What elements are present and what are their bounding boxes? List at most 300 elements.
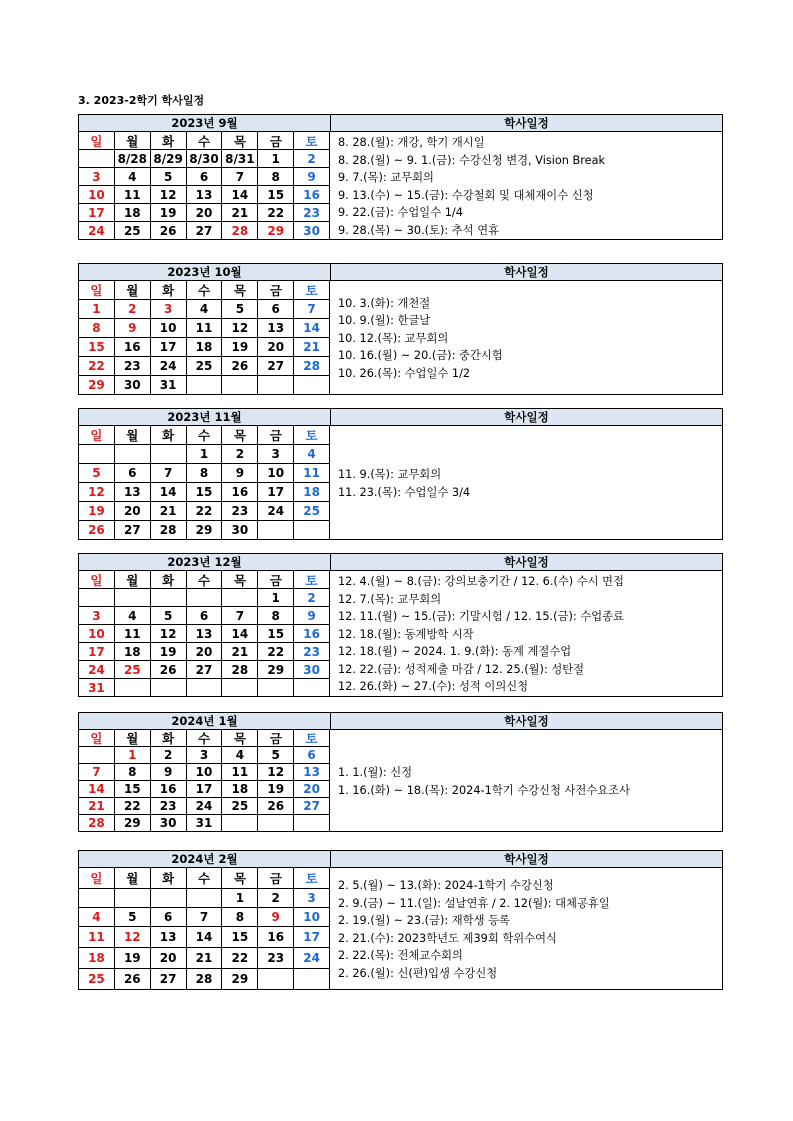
day-cell: 2 xyxy=(307,151,316,166)
weekday-header: 월 xyxy=(115,426,151,444)
day-cell: 10 xyxy=(79,625,115,642)
day-cell: 31 xyxy=(187,815,223,831)
week-row xyxy=(79,781,329,798)
day-cell: 27 xyxy=(187,222,223,239)
day-cell: 5 xyxy=(151,607,187,624)
event-item: 10. 12.(목): 교무회의 xyxy=(338,331,449,345)
day-cell: 4 xyxy=(115,607,151,624)
event-item: 9. 28.(목) ~ 30.(토): 추석 연휴 xyxy=(338,223,500,237)
day-cell: 16 xyxy=(115,338,151,356)
event-item: 10. 3.(화): 개천절 xyxy=(338,296,431,310)
weekday-header: 일 xyxy=(79,730,115,746)
event-item: 9. 13.(수) ~ 15.(금): 수강철회 및 대체재이수 신청 xyxy=(338,188,594,202)
day-cell: 28 xyxy=(222,661,258,678)
event-item: 2. 19.(월) ~ 23.(금): 재학생 등록 xyxy=(338,914,510,927)
day-cell: 15 xyxy=(258,625,294,642)
event-item: 11. 9.(목): 교무회의 xyxy=(338,468,442,481)
day-cell: 12 xyxy=(222,319,258,337)
day-cell: 3 xyxy=(151,300,187,318)
week-row xyxy=(79,908,329,927)
weekday-header: 토 xyxy=(305,572,318,588)
day-cell: 28 xyxy=(187,969,223,989)
day-cell xyxy=(151,445,187,463)
day-cell: 13 xyxy=(187,186,223,203)
day-cell: 12 xyxy=(258,764,294,780)
day-cell: 19 xyxy=(115,948,151,968)
month-title: 2023년 12월 xyxy=(79,554,331,570)
event-item: 2. 9.(금) ~ 11.(일): 설날연휴 / 2. 12(월): 대체공휴일 xyxy=(338,896,610,910)
weekday-header: 화 xyxy=(151,281,187,299)
event-item: 12. 11.(월) ~ 15.(금): 기말시험 / 12. 15.(금): 수업종료 xyxy=(338,610,624,623)
day-cell: 29 xyxy=(79,376,115,394)
day-cell: 27 xyxy=(258,357,294,375)
day-cell: 9 xyxy=(307,169,316,184)
weekday-header: 토 xyxy=(305,871,318,886)
day-cell: 13 xyxy=(115,483,151,501)
day-cell: 4 xyxy=(79,908,115,926)
weekday-header: 목 xyxy=(222,868,258,888)
day-cell: 22 xyxy=(258,643,294,660)
month-header xyxy=(79,851,722,868)
day-cell: 5 xyxy=(222,300,258,318)
weekday-header: 수 xyxy=(187,281,223,299)
day-cell: 4 xyxy=(115,168,151,185)
day-cell: 30 xyxy=(115,376,151,394)
day-cell: 13 xyxy=(151,927,187,947)
week-row xyxy=(79,150,329,168)
week-row xyxy=(79,661,329,679)
event-list xyxy=(330,426,722,539)
weekday-header: 일 xyxy=(79,281,115,299)
day-cell: 30 xyxy=(303,662,320,677)
day-cell: 14 xyxy=(222,186,258,203)
day-cell: 11 xyxy=(222,764,258,780)
week-row xyxy=(79,222,329,239)
event-item: 2. 5.(월) ~ 13.(화): 2024-1학기 수강신청 xyxy=(338,879,554,892)
event-item: 2. 21.(수): 2023학년도 제39회 학위수여식 xyxy=(338,931,557,945)
day-cell: 7 xyxy=(187,908,223,926)
day-cell: 25 xyxy=(115,661,151,678)
weekday-header: 목 xyxy=(222,426,258,444)
month-block xyxy=(78,850,723,990)
day-cell: 12 xyxy=(151,186,187,203)
day-cell xyxy=(187,679,223,696)
day-cell: 1 xyxy=(79,300,115,318)
day-cell: 20 xyxy=(187,204,223,221)
day-cell xyxy=(115,445,151,463)
day-cell: 6 xyxy=(187,168,223,185)
schedule-heading: 학사일정 xyxy=(504,265,549,279)
day-cell: 26 xyxy=(222,357,258,375)
day-cell: 17 xyxy=(303,930,320,944)
day-cell: 20 xyxy=(258,338,294,356)
day-cell xyxy=(222,376,258,394)
day-cell: 5 xyxy=(258,747,294,763)
day-cell: 21 xyxy=(222,643,258,660)
day-cell xyxy=(187,376,223,394)
day-cell: 17 xyxy=(79,204,115,221)
day-cell: 24 xyxy=(79,661,115,678)
weekday-header: 화 xyxy=(151,132,187,149)
weekday-header: 토 xyxy=(305,428,318,443)
event-list xyxy=(330,868,722,989)
day-cell: 29 xyxy=(258,661,294,678)
event-item: 10. 9.(월): 한글날 xyxy=(338,314,431,328)
day-cell: 18 xyxy=(187,338,223,356)
day-cell: 11 xyxy=(303,466,320,480)
weekday-header: 금 xyxy=(258,571,294,588)
day-cell: 19 xyxy=(258,781,294,797)
day-cell xyxy=(222,679,258,696)
month-header xyxy=(79,264,722,281)
day-cell xyxy=(258,679,294,696)
day-cell xyxy=(151,889,187,907)
day-cell xyxy=(79,150,115,167)
week-row xyxy=(79,679,329,696)
day-cell: 23 xyxy=(151,798,187,814)
month-block xyxy=(78,114,723,240)
day-cell: 26 xyxy=(151,661,187,678)
week-row xyxy=(79,889,329,908)
day-cell: 24 xyxy=(79,222,115,239)
day-cell: 23 xyxy=(258,948,294,968)
day-cell: 28 xyxy=(222,222,258,239)
day-cell: 3 xyxy=(307,891,316,905)
weekday-header: 금 xyxy=(258,132,294,149)
day-cell: 22 xyxy=(258,204,294,221)
day-cell: 9 xyxy=(222,464,258,482)
weekday-header: 수 xyxy=(187,132,223,149)
day-cell: 8 xyxy=(79,319,115,337)
day-cell: 19 xyxy=(222,338,258,356)
day-cell: 8/30 xyxy=(187,150,223,167)
day-cell: 23 xyxy=(222,502,258,520)
day-cell: 8/31 xyxy=(222,150,258,167)
day-cell xyxy=(294,521,329,539)
day-cell: 1 xyxy=(222,889,258,907)
day-cell: 28 xyxy=(79,815,115,831)
day-cell: 22 xyxy=(187,502,223,520)
day-cell: 15 xyxy=(79,338,115,356)
day-cell: 15 xyxy=(115,781,151,797)
day-cell: 10 xyxy=(258,464,294,482)
day-cell: 21 xyxy=(187,948,223,968)
week-row xyxy=(79,589,329,607)
day-cell: 8 xyxy=(258,168,294,185)
day-cell: 8 xyxy=(187,464,223,482)
week-row xyxy=(79,764,329,781)
day-cell xyxy=(294,679,329,696)
event-list xyxy=(330,571,722,696)
day-cell: 10 xyxy=(303,910,320,924)
month-block xyxy=(78,712,723,832)
day-cell: 29 xyxy=(187,521,223,539)
day-cell: 9 xyxy=(258,908,294,926)
day-cell xyxy=(187,889,223,907)
day-cell: 18 xyxy=(222,781,258,797)
day-cell xyxy=(222,815,258,831)
weekday-header: 토 xyxy=(305,731,318,746)
day-cell: 8 xyxy=(115,764,151,780)
week-row xyxy=(79,338,329,357)
week-row xyxy=(79,643,329,661)
day-cell: 17 xyxy=(151,338,187,356)
day-cell: 14 xyxy=(151,483,187,501)
event-item: 8. 28.(월) ~ 9. 1.(금): 수강신청 변경, Vision Break xyxy=(338,153,606,167)
weekday-header: 수 xyxy=(187,868,223,888)
day-cell xyxy=(115,889,151,907)
week-row xyxy=(79,464,329,483)
day-cell: 24 xyxy=(303,951,320,965)
month-calendar xyxy=(79,426,330,539)
day-cell: 14 xyxy=(222,625,258,642)
day-cell: 15 xyxy=(222,927,258,947)
event-list xyxy=(330,132,722,239)
schedule-heading: 학사일정 xyxy=(504,555,549,569)
day-cell: 22 xyxy=(115,798,151,814)
month-title: 2023년 10월 xyxy=(79,264,331,280)
day-cell: 18 xyxy=(79,948,115,968)
day-cell: 23 xyxy=(303,205,320,220)
day-cell: 31 xyxy=(79,679,115,696)
event-item: 12. 18.(월) ~ 2024. 1. 9.(화): 동계 계절수업 xyxy=(338,645,572,658)
day-cell xyxy=(151,679,187,696)
day-cell: 10 xyxy=(187,764,223,780)
day-cell: 5 xyxy=(79,464,115,482)
day-cell: 15 xyxy=(187,483,223,501)
weekday-header: 일 xyxy=(79,426,115,444)
day-cell: 2 xyxy=(258,889,294,907)
day-cell: 13 xyxy=(303,765,320,779)
day-cell: 6 xyxy=(258,300,294,318)
weekday-header: 화 xyxy=(151,426,187,444)
day-cell: 4 xyxy=(222,747,258,763)
day-cell: 7 xyxy=(222,607,258,624)
day-cell: 27 xyxy=(187,661,223,678)
day-cell: 4 xyxy=(187,300,223,318)
day-cell: 17 xyxy=(79,643,115,660)
day-cell: 18 xyxy=(303,485,320,499)
day-cell: 20 xyxy=(303,782,320,796)
day-cell: 16 xyxy=(303,626,320,641)
day-cell: 2 xyxy=(151,747,187,763)
day-cell: 23 xyxy=(115,357,151,375)
weekday-header: 금 xyxy=(258,426,294,444)
event-item: 1. 1.(월): 신정 xyxy=(338,766,413,779)
day-cell xyxy=(258,969,294,989)
weekday-header: 일 xyxy=(79,132,115,149)
day-cell: 24 xyxy=(258,502,294,520)
week-row xyxy=(79,815,329,831)
day-cell: 4 xyxy=(307,447,316,461)
weekday-header: 화 xyxy=(151,868,187,888)
event-item: 2. 22.(목): 전체교수회의 xyxy=(338,949,463,962)
month-title: 2023년 11월 xyxy=(79,409,331,425)
event-item: 10. 16.(월) ~ 20.(금): 중간시험 xyxy=(338,349,503,363)
day-cell: 20 xyxy=(187,643,223,660)
week-row xyxy=(79,927,329,948)
day-cell: 29 xyxy=(258,222,294,239)
day-cell: 19 xyxy=(151,643,187,660)
month-header xyxy=(79,409,722,426)
event-item: 10. 26.(목): 수업일수 1/2 xyxy=(338,366,471,380)
day-cell: 19 xyxy=(151,204,187,221)
day-cell: 17 xyxy=(258,483,294,501)
weekday-header: 목 xyxy=(222,730,258,746)
day-cell: 24 xyxy=(151,357,187,375)
event-item: 2. 26.(월): 신(편)입생 수강신청 xyxy=(338,966,498,980)
week-row xyxy=(79,357,329,376)
day-cell: 25 xyxy=(187,357,223,375)
schedule-heading: 학사일정 xyxy=(504,714,549,728)
day-cell xyxy=(115,589,151,606)
month-calendar xyxy=(79,132,330,239)
event-item: 9. 22.(금): 수업일수 1/4 xyxy=(338,206,463,219)
week-row xyxy=(79,607,329,625)
day-cell: 19 xyxy=(79,502,115,520)
weekday-header: 일 xyxy=(79,868,115,888)
month-calendar xyxy=(79,571,330,696)
day-cell: 12 xyxy=(151,625,187,642)
day-cell xyxy=(79,445,115,463)
weekday-header: 금 xyxy=(258,730,294,746)
day-cell: 14 xyxy=(79,781,115,797)
day-cell: 6 xyxy=(151,908,187,926)
day-cell: 7 xyxy=(79,764,115,780)
event-item: 12. 4.(월) ~ 8.(금): 강의보충기간 / 12. 6.(수) 수시 면접 xyxy=(338,575,624,588)
day-cell: 5 xyxy=(151,168,187,185)
day-cell: 2 xyxy=(222,445,258,463)
day-cell: 14 xyxy=(187,927,223,947)
weekday-header: 수 xyxy=(187,730,223,746)
day-cell: 15 xyxy=(258,186,294,203)
day-cell: 7 xyxy=(307,302,316,316)
weekday-header: 월 xyxy=(115,571,151,588)
event-item: 12. 22.(금): 성적제출 마감 / 12. 25.(월): 성탄절 xyxy=(338,662,585,676)
day-cell: 11 xyxy=(115,186,151,203)
month-title: 2024년 2월 xyxy=(79,851,331,867)
day-cell xyxy=(222,589,258,606)
day-cell: 28 xyxy=(151,521,187,539)
weekday-header: 월 xyxy=(115,868,151,888)
month-header xyxy=(79,115,722,132)
day-cell: 11 xyxy=(187,319,223,337)
week-row xyxy=(79,948,329,969)
month-header xyxy=(79,713,722,730)
week-row xyxy=(79,969,329,989)
day-cell: 21 xyxy=(151,502,187,520)
weekday-header: 목 xyxy=(222,571,258,588)
event-list xyxy=(330,730,722,831)
event-item: 11. 23.(목): 수업일수 3/4 xyxy=(338,485,471,499)
event-list xyxy=(330,281,722,394)
day-cell: 21 xyxy=(303,340,320,354)
day-cell xyxy=(294,376,329,394)
week-row xyxy=(79,502,329,521)
page-title: 3. 2023-2학기 학사일정 xyxy=(78,94,205,107)
weekday-header: 금 xyxy=(258,868,294,888)
day-cell: 10 xyxy=(79,186,115,203)
day-cell: 25 xyxy=(79,969,115,989)
day-cell xyxy=(79,589,115,606)
day-cell: 17 xyxy=(187,781,223,797)
day-cell: 30 xyxy=(151,815,187,831)
day-cell xyxy=(258,815,294,831)
event-item: 1. 16.(화) ~ 18.(목): 2024-1학기 수강신청 사전수요조사 xyxy=(338,783,630,797)
day-cell: 11 xyxy=(79,927,115,947)
day-cell: 23 xyxy=(303,644,320,659)
day-cell: 26 xyxy=(258,798,294,814)
event-item: 8. 28.(월): 개강, 학기 개시일 xyxy=(338,136,485,149)
day-cell: 3 xyxy=(187,747,223,763)
day-cell xyxy=(79,747,115,763)
week-row xyxy=(79,521,329,539)
day-cell: 20 xyxy=(115,502,151,520)
schedule-heading: 학사일정 xyxy=(504,852,549,866)
day-cell: 30 xyxy=(222,521,258,539)
day-cell: 22 xyxy=(79,357,115,375)
day-cell: 12 xyxy=(115,927,151,947)
day-cell: 25 xyxy=(303,504,320,518)
weekday-header: 일 xyxy=(79,571,115,588)
day-cell: 6 xyxy=(187,607,223,624)
day-cell: 16 xyxy=(222,483,258,501)
week-row xyxy=(79,445,329,464)
event-item: 12. 26.(화) ~ 27.(수): 성적 이의신청 xyxy=(338,680,529,693)
day-cell: 29 xyxy=(115,815,151,831)
day-cell: 2 xyxy=(115,300,151,318)
day-cell: 13 xyxy=(187,625,223,642)
weekday-header: 수 xyxy=(187,426,223,444)
day-cell: 27 xyxy=(115,521,151,539)
day-cell xyxy=(79,889,115,907)
week-row xyxy=(79,625,329,643)
day-cell: 8/29 xyxy=(151,150,187,167)
day-cell: 18 xyxy=(115,643,151,660)
day-cell: 3 xyxy=(258,445,294,463)
week-row xyxy=(79,483,329,502)
weekday-header: 수 xyxy=(187,571,223,588)
day-cell xyxy=(258,521,294,539)
day-cell: 6 xyxy=(307,748,316,762)
day-cell: 1 xyxy=(115,747,151,763)
day-cell: 25 xyxy=(222,798,258,814)
day-cell: 1 xyxy=(258,150,294,167)
week-row xyxy=(79,376,329,394)
day-cell: 1 xyxy=(187,445,223,463)
day-cell: 8 xyxy=(222,908,258,926)
day-cell: 9 xyxy=(151,764,187,780)
day-cell: 3 xyxy=(79,607,115,624)
day-cell xyxy=(115,679,151,696)
day-cell: 1 xyxy=(258,589,294,606)
day-cell: 7 xyxy=(222,168,258,185)
day-cell: 2 xyxy=(307,590,316,605)
day-cell: 3 xyxy=(79,168,115,185)
week-row xyxy=(79,798,329,815)
day-cell: 24 xyxy=(187,798,223,814)
month-title: 2024년 1월 xyxy=(79,713,331,729)
day-cell: 9 xyxy=(115,319,151,337)
weekday-header: 토 xyxy=(305,283,318,298)
month-header xyxy=(79,554,722,571)
week-row xyxy=(79,168,329,186)
day-cell: 14 xyxy=(303,321,320,335)
day-cell: 8 xyxy=(258,607,294,624)
day-cell: 21 xyxy=(79,798,115,814)
day-cell: 25 xyxy=(115,222,151,239)
day-cell xyxy=(151,589,187,606)
